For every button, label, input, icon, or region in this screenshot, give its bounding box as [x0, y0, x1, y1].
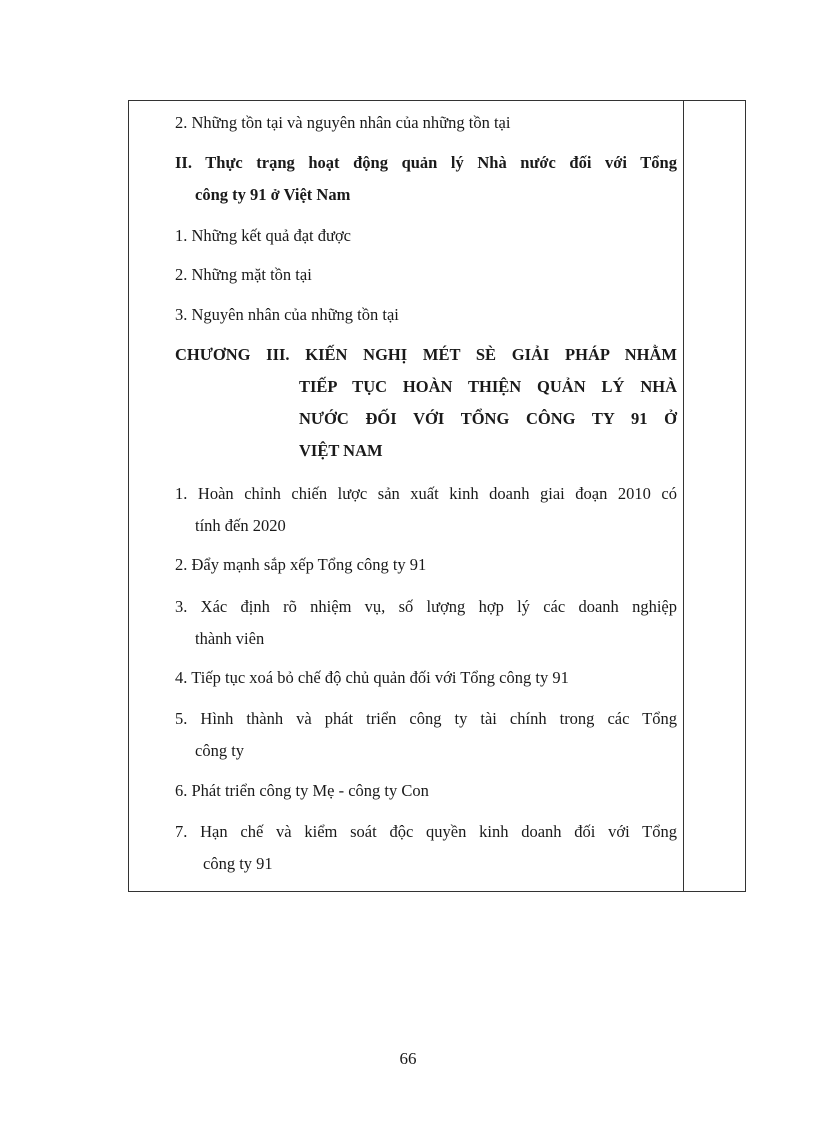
toc-table: [128, 100, 746, 892]
toc-entry-line: 6. Phát triển công ty Mẹ - công ty Con: [175, 781, 429, 800]
toc-entry-line: tính đến 2020: [195, 516, 286, 535]
toc-entry-item-1: [175, 478, 677, 542]
toc-entry-line: công ty: [195, 741, 245, 760]
toc-entry-item-3: [175, 591, 677, 655]
toc-entry-line: 3. Xác định rõ nhiệm vụ, số lượng hợp lý các doanh nghiệp: [175, 597, 677, 616]
toc-entry-line: NƯỚC ĐỐI VỚI TỔNG CÔNG TY 91 Ở: [299, 409, 677, 428]
toc-entry-tontai: [175, 107, 677, 139]
toc-entry-line: 2. Những tồn tại và nguyên nhân của những tồn tại: [175, 113, 511, 132]
toc-entry-line: 7. Hạn chế và kiểm soát độc quyền kinh doanh đối với Tổng: [175, 822, 677, 841]
toc-entry-line: 4. Tiếp tục xoá bỏ chế độ chủ quản đối với Tổng công ty 91: [175, 668, 569, 687]
toc-entry-item-4: [175, 662, 677, 694]
toc-entry-line: 1. Những kết quả đạt được: [175, 226, 351, 245]
toc-entry-section-ii: [175, 147, 677, 211]
toc-entry-item-5: [175, 703, 677, 767]
toc-entry-nguyennhan: [175, 299, 677, 331]
toc-entry-line: TIẾP TỤC HOÀN THIỆN QUẢN LÝ NHÀ: [299, 377, 677, 396]
toc-entry-line: 5. Hình thành và phát triển công ty tài chính trong các Tổng: [175, 709, 677, 728]
toc-entry-mattontai: [175, 259, 677, 291]
toc-entry-ketqua: [175, 220, 677, 252]
toc-entry-line: CHƯƠNG III. KIẾN NGHỊ MÉT SÈ GIẢI PHÁP NHẰM: [175, 345, 677, 364]
toc-entry-line: II. Thực trạng hoạt động quản lý Nhà nước đối với Tổng: [175, 153, 677, 172]
toc-entry-line: 2. Những mặt tồn tại: [175, 265, 312, 284]
toc-entry-item-2: [175, 549, 677, 581]
page-column-divider: [683, 101, 684, 891]
toc-entry-item-6: [175, 775, 677, 807]
page-number: 66: [399, 1049, 417, 1068]
toc-entry-line: thành viên: [195, 629, 265, 648]
toc-entry-line: VIỆT NAM: [299, 441, 383, 460]
toc-entry-chapter-iii: [175, 339, 677, 467]
toc-entry-item-7: [175, 816, 677, 880]
toc-entry-line: 2. Đẩy mạnh sắp xếp Tổng công ty 91: [175, 555, 427, 574]
toc-entry-line: công ty 91: [203, 854, 273, 873]
toc-entry-line: 3. Nguyên nhân của những tồn tại: [175, 305, 399, 324]
toc-entry-line: 1. Hoàn chỉnh chiến lược sản xuất kinh doanh giai đoạn 2010 có: [175, 484, 677, 503]
toc-entry-line: công ty 91 ở Việt Nam: [195, 185, 351, 204]
